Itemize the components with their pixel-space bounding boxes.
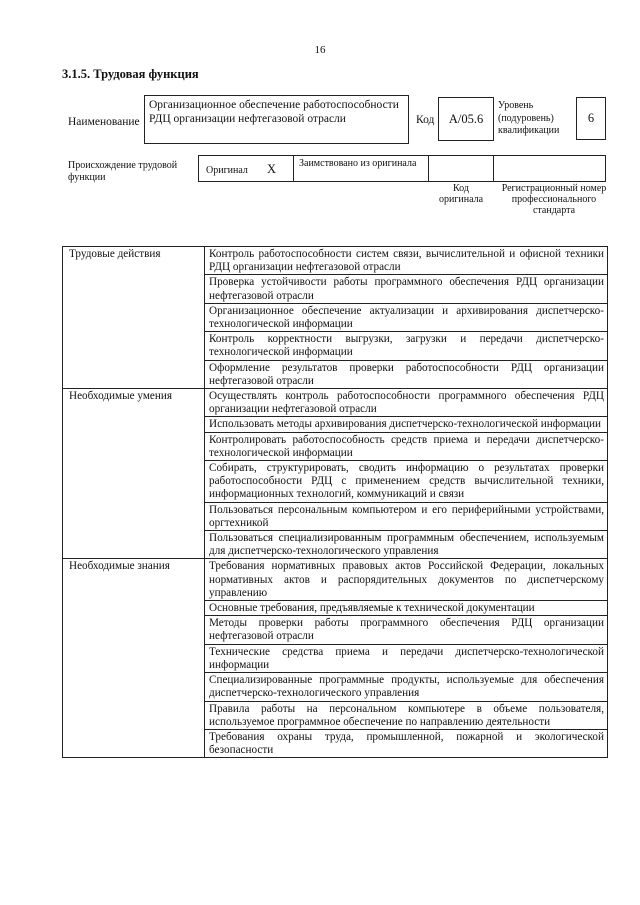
group-item: Контролировать работоспособность средств приема и передачи диспетчерско-технологической информации [205, 432, 608, 460]
group-title: Необходимые знания [63, 559, 205, 758]
origin-divider-2 [428, 156, 429, 181]
level-label: Уровень (подуровень) квалификации [498, 100, 560, 136]
section-title: 3.1.5. Трудовая функция [62, 67, 199, 81]
group-item: Контроль работоспособности систем связи, вычислительной и офисной техники РДЦ организации нефтегазовой отрасли [205, 247, 608, 275]
code-label: Код [416, 114, 435, 126]
group-item: Основные требования, предъявляемые к технической документации [205, 601, 608, 616]
group-item: Требования охраны труда, промышленной, пожарной и экологической безопасности [205, 729, 608, 757]
level-value: 6 [587, 111, 595, 125]
table-row [63, 559, 608, 601]
code-caption: Код оригинала [438, 183, 484, 205]
labor-function-table [62, 246, 608, 758]
name-label: Наименование [68, 116, 140, 128]
reg-caption: Регистрационный номер профессионального стандарта [501, 183, 607, 216]
original-mark: X [267, 162, 277, 176]
code-value: A/05.6 [448, 112, 484, 126]
origin-divider-3 [493, 156, 494, 181]
group-item: Контроль корректности выгрузки, загрузки и передачи диспетчерско-технологической информации [205, 332, 608, 360]
group-item: Правила работы на персональном компьютере в объеме пользователя, используемое программное обеспечение по направлению деятельности [205, 701, 608, 729]
group-item: Проверка устойчивости работы программного обеспечения РДЦ организации нефтегазовой отрасли [205, 275, 608, 303]
group-item: Технические средства приема и передачи диспетчерско-технологической информации [205, 644, 608, 672]
table-row [63, 389, 608, 417]
group-item: Собирать, структурировать, сводить информацию о результатах проверки работоспособности РДЦ с применением средств вычислительной техники, информационных технологий, коммуникаций и связи [205, 461, 608, 503]
name-value-box [144, 95, 409, 144]
original-label: Оригинал [206, 165, 248, 176]
group-item: Организационное обеспечение актуализации и архивирования диспетчерско-технологической информации [205, 303, 608, 331]
group-item: Методы проверки работы программного обеспечения РДЦ организации нефтегазовой отрасли [205, 616, 608, 644]
code-value-box [438, 97, 494, 141]
group-item: Осуществлять контроль работоспособности программного обеспечения РДЦ организации нефтегазовой отрасли [205, 389, 608, 417]
group-title: Необходимые умения [63, 389, 205, 559]
table-row [63, 247, 608, 275]
name-value: Организационное обеспечение работоспособности РДЦ организации нефтегазовой отрасли [149, 99, 399, 125]
page-number: 16 [314, 44, 326, 56]
group-item: Пользоваться специализированным программным обеспечением, используемым для диспетчерско-технологического управления [205, 531, 608, 559]
level-value-box [576, 97, 606, 140]
origin-box [198, 155, 606, 182]
group-title: Трудовые действия [63, 247, 205, 389]
group-item: Требования нормативных правовых актов Российской Федерации, локальных нормативных актов и распорядительных документов по диспетчерскому управлению [205, 559, 608, 601]
group-item: Оформление результатов проверки работоспособности РДЦ организации нефтегазовой отрасли [205, 360, 608, 388]
origin-divider-1 [293, 156, 294, 181]
origin-label: Происхождение трудовой функции [68, 160, 178, 183]
group-item: Пользоваться персональным компьютером и его периферийными устройствами, оргтехникой [205, 502, 608, 530]
group-item: Специализированные программные продукты, используемые для обеспечения диспетчерско-технологического управления [205, 673, 608, 701]
group-item: Использовать методы архивирования диспетчерско-технологической информации [205, 417, 608, 432]
borrowed-label: Заимствовано из оригинала [299, 158, 417, 169]
